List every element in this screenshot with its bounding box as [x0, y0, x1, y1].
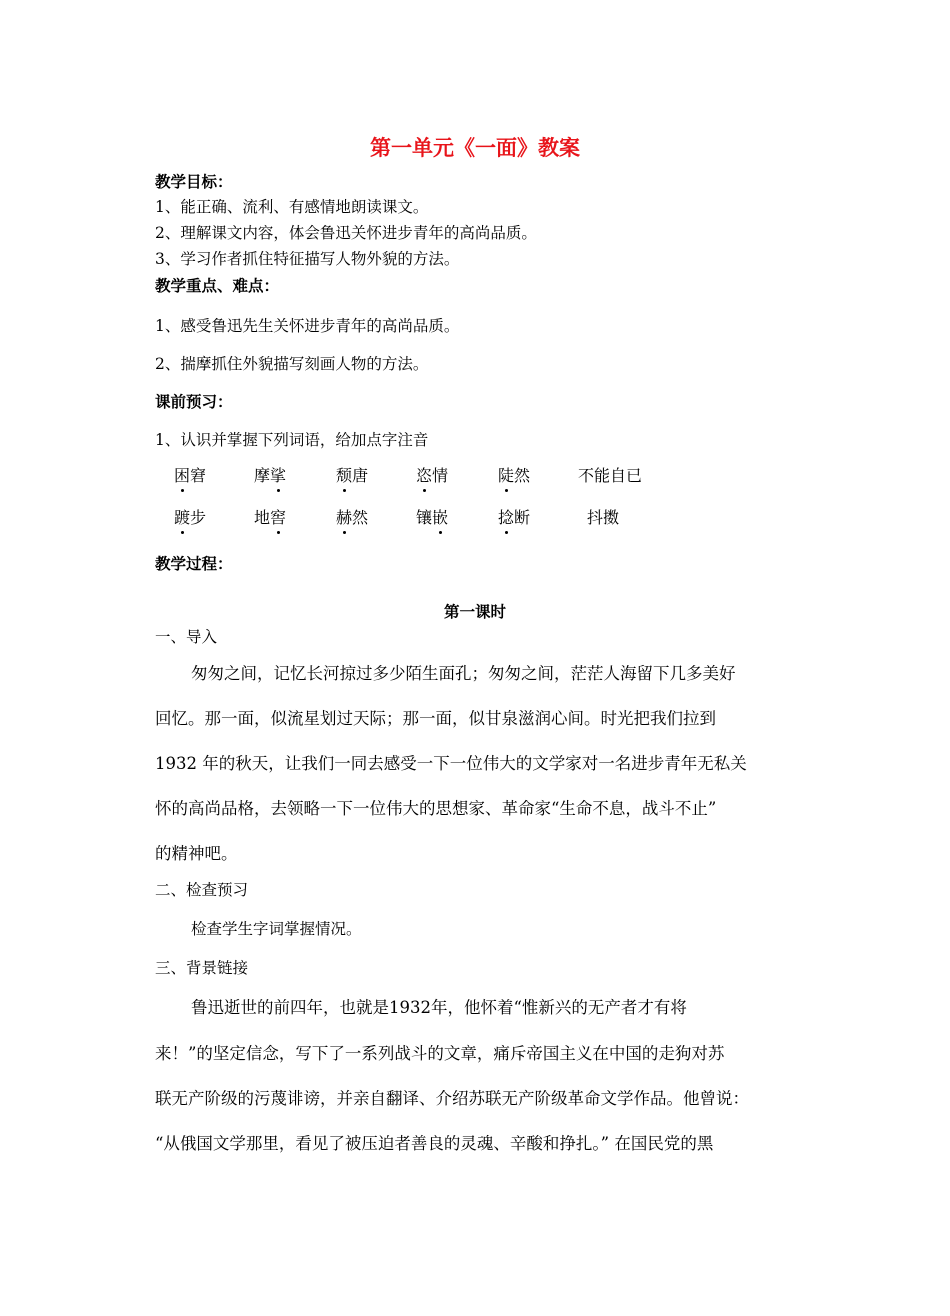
dotted-char: 挲 [270, 463, 286, 486]
vocab-char: 然 [514, 466, 531, 485]
section-heading-intro: 一、导入 [155, 628, 218, 646]
vocab-char: 抖擞 [587, 508, 620, 527]
vocab-word-4 [416, 463, 448, 486]
background-line: 来！”的坚定信念，写下了一系列战斗的文章，痛斥帝国主义在中国的走狗对苏 [155, 1044, 725, 1063]
vocab-word-5 [498, 463, 530, 486]
background-line: 鲁迅逝世的前四年，也就是1932年，他怀着“惟新兴的无产者才有将 [191, 998, 687, 1017]
dotted-char: 踱 [174, 505, 190, 528]
vocab-word-7 [174, 505, 206, 528]
lesson-title: 第一课时 [443, 603, 506, 621]
vocab-word-2 [254, 463, 286, 486]
vocab-char: 情 [432, 466, 449, 485]
background-line: “从俄国文学那里，看见了被压迫者善良的灵魂、辛酸和挣扎。” 在国民党的黑 [155, 1134, 714, 1153]
vocab-char: 窘 [190, 466, 207, 485]
key-points-heading: 教学重点、难点： [155, 277, 280, 295]
vocab-word-6 [578, 463, 642, 486]
section-heading-background: 三、背景链接 [155, 959, 249, 977]
intro-line: 怀的高尚品格，去领略一下一位伟大的思想家、革命家“生命不息，战斗不止” [155, 799, 717, 818]
vocab-char: 不能自已 [578, 466, 643, 485]
dotted-char: 赫 [336, 505, 352, 528]
goal-item: 2、理解课文内容，体会鲁迅关怀进步青年的高尚品质。 [155, 224, 537, 242]
intro-line: 的精神吧。 [155, 844, 238, 863]
vocab-char: 断 [514, 508, 531, 527]
vocab-char: 唐 [352, 466, 369, 485]
preview-heading: 课前预习： [155, 393, 233, 411]
vocab-word-1 [174, 463, 206, 486]
vocab-word-3 [336, 463, 368, 486]
goals-heading: 教学目标： [155, 173, 233, 191]
dotted-char: 恣 [416, 463, 432, 486]
background-line: 联无产阶级的污蔑诽谤，并亲自翻译、介绍苏联无产阶级革命文学作品。他曾说： [155, 1089, 749, 1108]
vocab-char: 步 [190, 508, 207, 527]
process-heading: 教学过程： [155, 555, 233, 573]
section-heading-preview-check: 二、检查预习 [155, 881, 249, 899]
preview-instruction: 1、认识并掌握下列词语，给加点字注音 [155, 431, 429, 449]
goal-item: 3、学习作者抓住特征描写人物外貌的方法。 [155, 250, 460, 268]
dotted-char: 陡 [498, 463, 514, 486]
dotted-char: 困 [174, 463, 190, 486]
vocab-word-8 [254, 505, 286, 528]
key-point-item: 1、感受鲁迅先生关怀进步青年的高尚品质。 [155, 317, 460, 335]
dotted-char: 嵌 [432, 505, 448, 528]
dotted-char: 窖 [270, 505, 286, 528]
intro-line: 回忆。那一面，似流星划过天际；那一面，似甘泉滋润心间。时光把我们拉到 [155, 709, 716, 728]
page-title: 第一单元《一面》教案 [370, 136, 580, 160]
goal-item: 1、能正确、流利、有感情地朗读课文。 [155, 198, 429, 216]
preview-check-line: 检查学生字词掌握情况。 [191, 920, 362, 938]
vocab-word-12 [587, 505, 619, 528]
vocab-word-11 [498, 505, 530, 528]
key-point-item: 2、揣摩抓住外貌描写刻画人物的方法。 [155, 355, 429, 373]
vocab-char: 地 [254, 508, 271, 527]
vocab-word-9 [336, 505, 368, 528]
vocab-word-10 [416, 505, 448, 528]
intro-line: 1932 年的秋天，让我们一同去感受一下一位伟大的文学家对一名进步青年无私关 [155, 754, 747, 773]
vocab-char: 摩 [254, 466, 271, 485]
dotted-char: 颓 [336, 463, 352, 486]
intro-line: 匆匆之间，记忆长河掠过多少陌生面孔；匆匆之间，茫茫人海留下几多美好 [191, 664, 736, 683]
dotted-char: 捻 [498, 505, 514, 528]
vocab-char: 镶 [416, 508, 433, 527]
vocab-char: 然 [352, 508, 369, 527]
